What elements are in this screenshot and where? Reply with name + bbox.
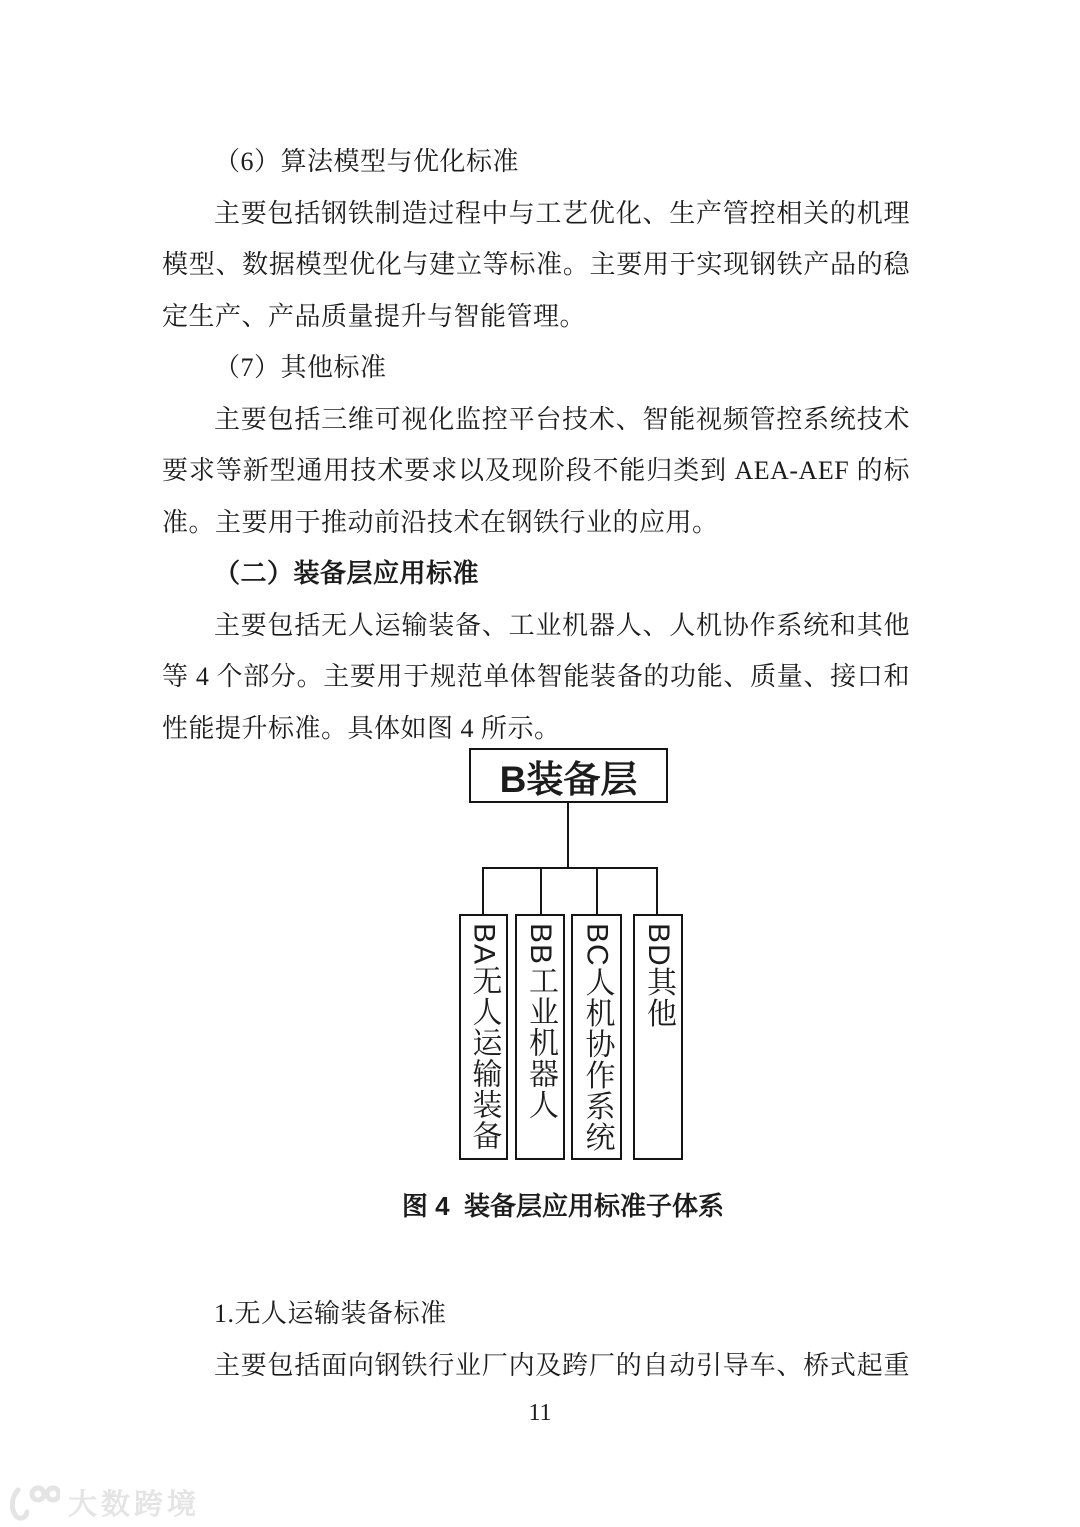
figure-root-label: B装备层 xyxy=(499,758,638,800)
section-7-heading: （7）其他标准 xyxy=(214,353,387,382)
body-text-block-upper xyxy=(162,136,910,754)
body-text-line: 要求等新型通用技术要求以及现阶段不能归类到 AEA-AEF 的标 xyxy=(162,456,910,485)
figure-child-box-bb xyxy=(515,914,565,1160)
body-text-line: 主要包括无人运输装备、工业机器人、人机协作系统和其他 xyxy=(214,610,910,640)
body-text-line: 模型、数据模型优化与建立等标准。主要用于实现钢铁产品的稳 xyxy=(162,250,910,279)
connector-drop-line xyxy=(482,867,484,916)
figure-root-box xyxy=(469,748,668,803)
figure-child-box-bc xyxy=(571,914,622,1160)
connector-drop-line xyxy=(656,867,658,916)
body-text-line: 主要包括钢铁制造过程中与工艺优化、生产管控相关的机理 xyxy=(214,198,910,228)
connector-drop-line xyxy=(540,867,542,916)
figure-child-label: BB工业机器人 xyxy=(524,923,557,1121)
body-text-line: 定生产、产品质量提升与智能管理。 xyxy=(162,301,587,331)
connector-horizontal-line xyxy=(482,867,658,869)
figure-caption: 图 4 装备层应用标准子体系 xyxy=(401,1191,725,1221)
body-text-line: 准。主要用于推动前沿技术在钢铁行业的应用。 xyxy=(162,507,719,537)
figure-child-label: BA无人运输装备 xyxy=(467,923,501,1152)
body-text-block-lower xyxy=(162,1288,910,1391)
connector-stem-line xyxy=(567,801,569,869)
part-2-heading: （二）装备层应用标准 xyxy=(214,559,480,588)
body-text-line: 性能提升标准。具体如图 4 所示。 xyxy=(162,713,561,743)
watermark xyxy=(8,1482,200,1523)
body-text-line: 主要包括三维可视化监控平台技术、智能视频管控系统技术 xyxy=(214,404,910,434)
body-text-line: 主要包括面向钢铁行业厂内及跨厂的自动引导车、桥式起重 xyxy=(214,1350,910,1380)
figure-child-label: BD其他 xyxy=(642,923,675,1029)
figure-child-box-bd xyxy=(633,914,683,1160)
figure-child-label: BC人机协作系统 xyxy=(580,923,614,1153)
section-6-heading: （6）算法模型与优化标准 xyxy=(214,147,520,176)
body-text-line: 等 4 个部分。主要用于规范单体智能装备的功能、质量、接口和 xyxy=(162,662,910,691)
subsection-1-heading: 1.无人运输装备标准 xyxy=(214,1299,447,1328)
watermark-logo-icon xyxy=(8,1484,60,1522)
page-number: 11 xyxy=(528,1400,552,1426)
watermark-text: 大数跨境 xyxy=(68,1489,201,1521)
connector-drop-line xyxy=(596,867,598,916)
figure-child-box-ba xyxy=(459,914,508,1160)
